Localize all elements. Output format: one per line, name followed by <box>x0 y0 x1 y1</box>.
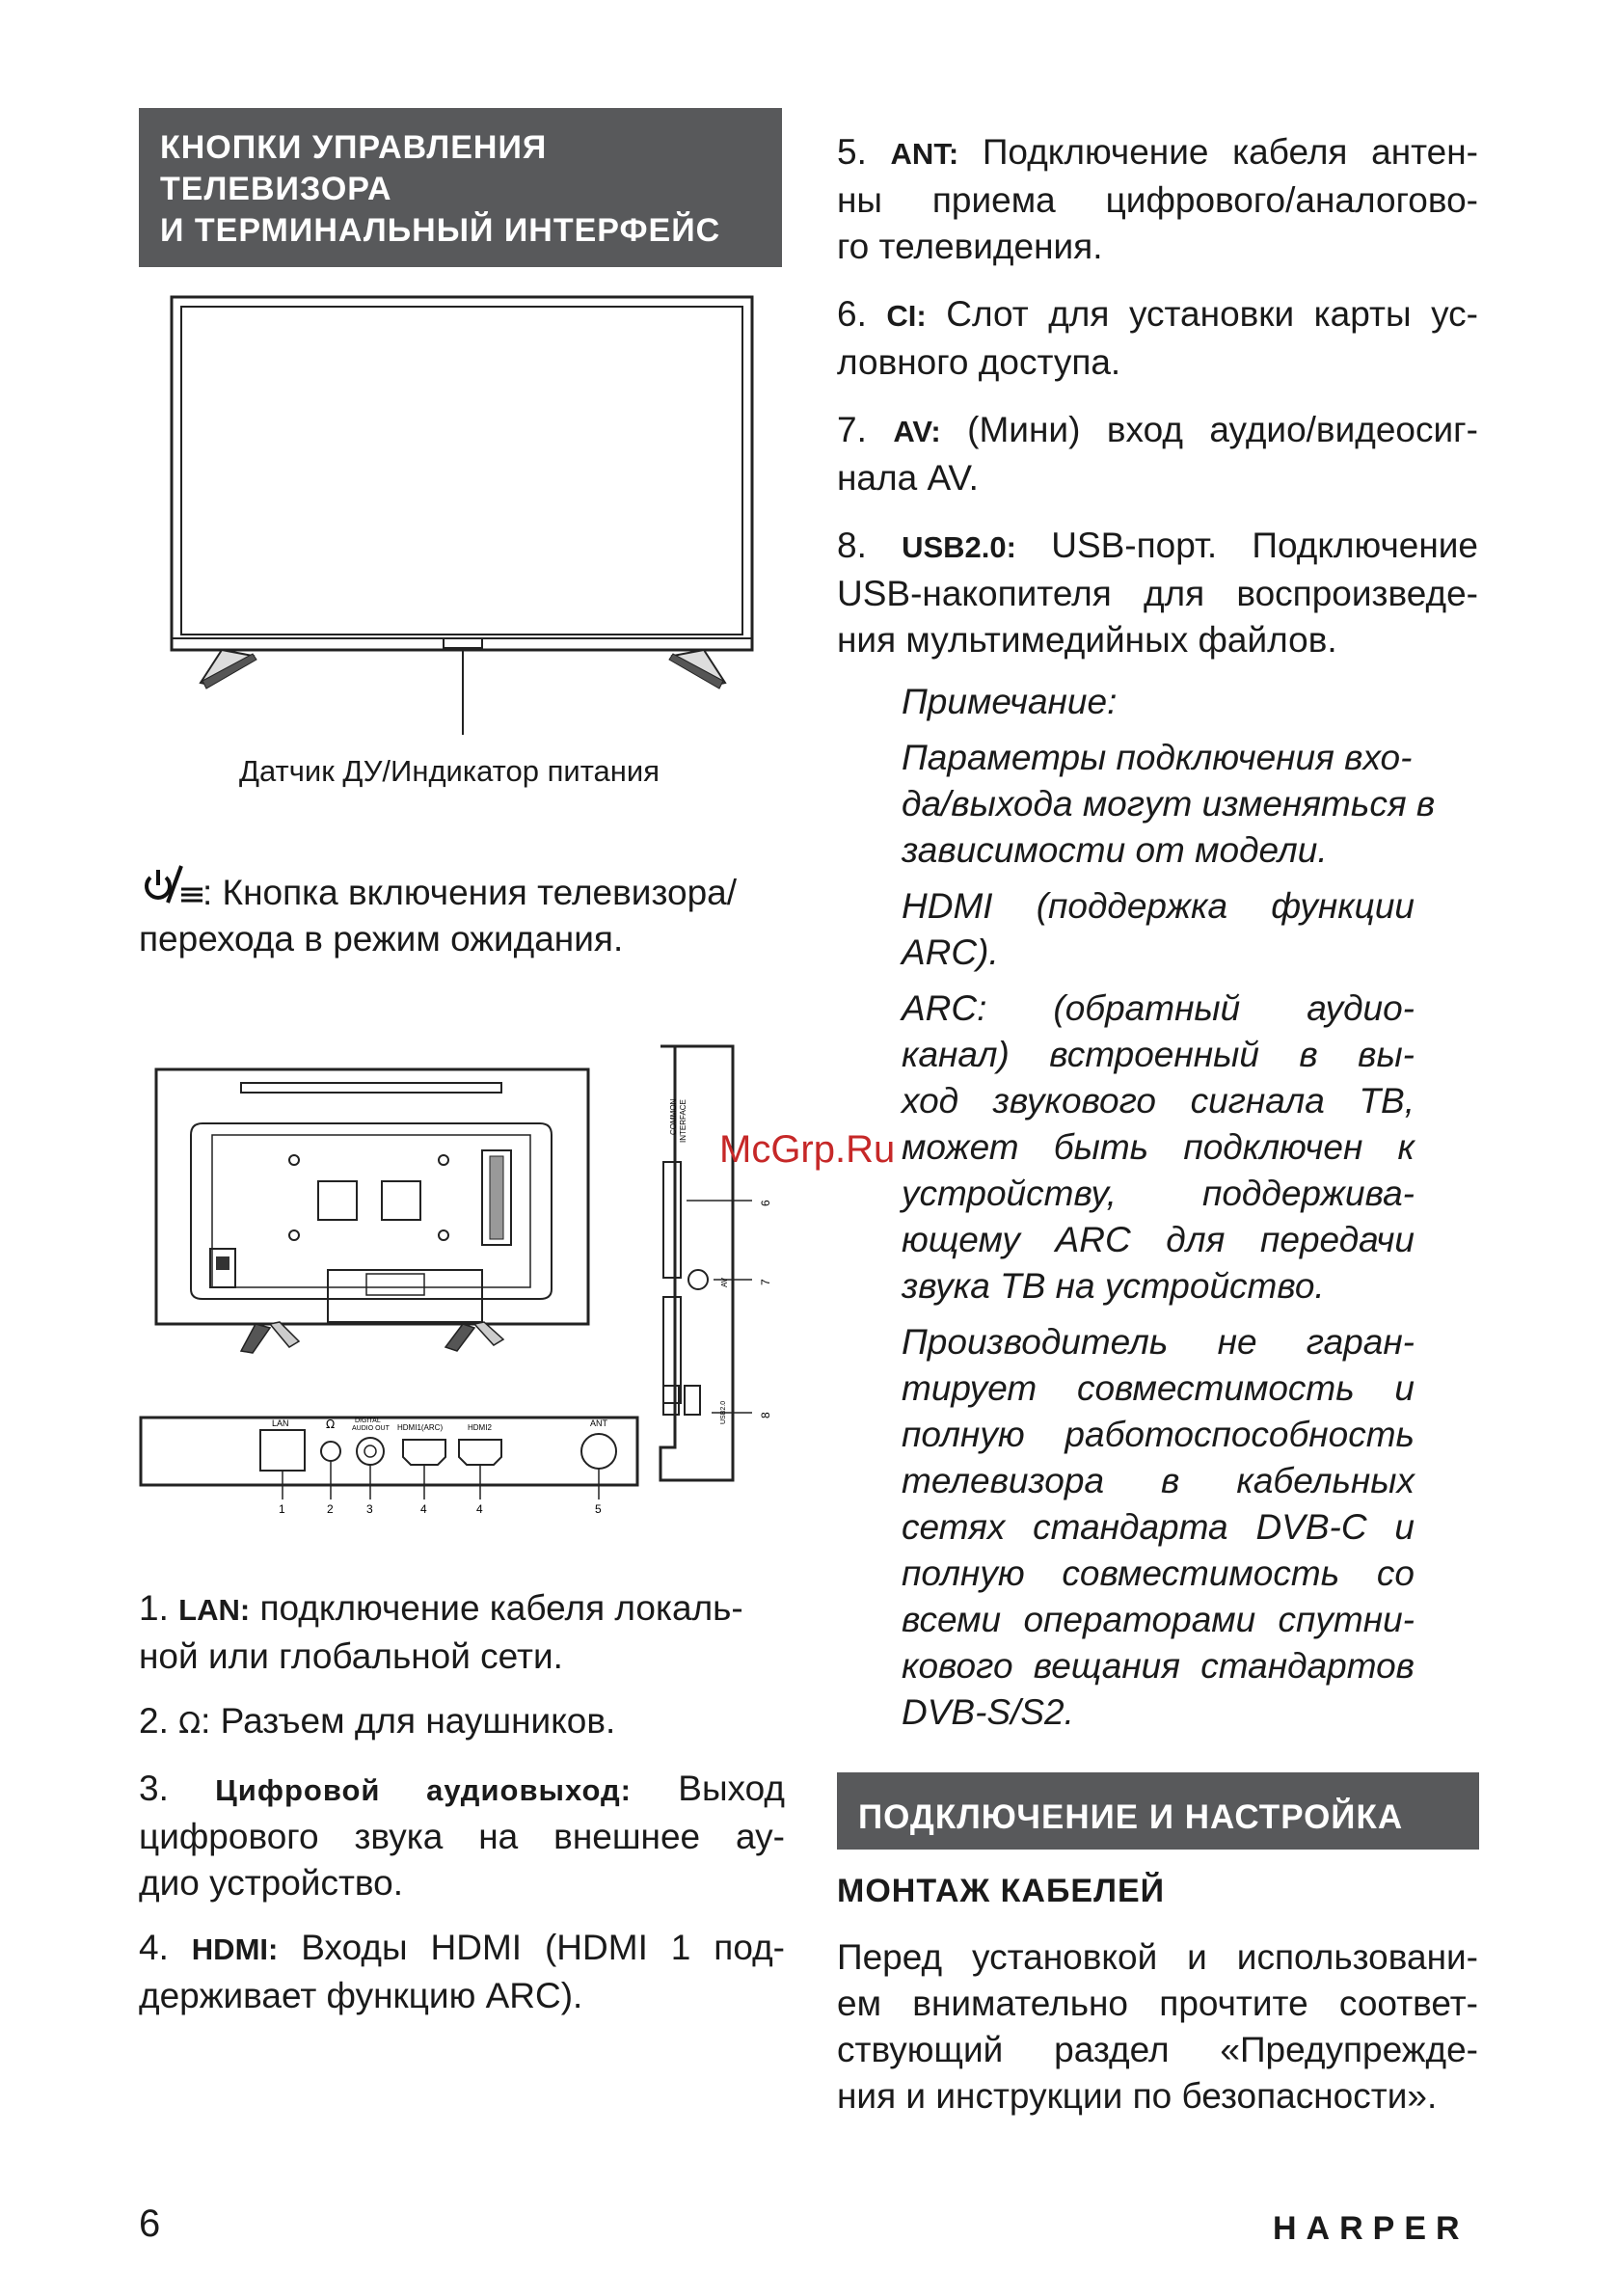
section-title-line: И ТЕРМИНАЛЬНЫЙ ИНТЕРФЕЙС <box>160 212 721 249</box>
list-item: 7. AV: (Мини) вход аудио/видеосиг- нала AV. <box>837 410 1478 498</box>
headphone-icon: Ω <box>178 1707 202 1741</box>
watermark: McGrp.Ru <box>719 1128 896 1171</box>
note-paragraph: Производитель не гаран- тирует совместимость и полную работоспособность телевизора в кабельных сетях стандарта DVB-C и полную совместимость со всеми операторами спутни- кового вещания стандартов DVB-S/S2. <box>902 1322 1415 1732</box>
right-items <box>837 129 1478 663</box>
ant-label: ANT <box>590 1418 607 1428</box>
lan-port-label: LAN <box>272 1418 289 1428</box>
section-title-line: ТЕЛЕВИЗОРА <box>160 171 392 207</box>
note-paragraph: Параметры подключения вхо- да/выхода могут изменяться в зависимости от модели. <box>902 738 1436 870</box>
power-button-text: перехода в режим ожидания. <box>139 919 624 959</box>
callout-number: 2 <box>327 1502 334 1516</box>
callout-number: 4 <box>420 1502 427 1516</box>
list-item: 1. LAN: подключение кабеля локаль- ной или глобальной сети. <box>139 1588 743 1676</box>
list-item: 4. HDMI: Входы HDMI (HDMI 1 под- держивает функцию ARC). <box>139 1928 785 2015</box>
note-paragraph: HDMI (поддержка функции ARC). <box>902 886 1415 972</box>
connection-section-banner: ПОДКЛЮЧЕНИЕ И НАСТРОЙКА <box>837 1772 1479 1850</box>
callout-number: 6 <box>759 1200 772 1206</box>
tv-front-illustration <box>164 289 762 743</box>
callout-number: 5 <box>595 1502 602 1516</box>
power-button-text: : Кнопка включения телевизора/ <box>202 873 738 912</box>
brand-logo: HARPER <box>1273 2210 1469 2247</box>
list-item: 3. Цифровой аудиовыход: Выход цифрового звука на внешнее ау- дио устройство. <box>139 1769 785 1903</box>
callout-number: 1 <box>279 1502 285 1516</box>
note-paragraph: ARC: (обратный аудио- канал) встроенный в вы- ход звукового сигнала ТВ, может быть подключен к устройству, поддержива- ющему ARC для передачи звука ТВ на устройство. <box>902 988 1415 1306</box>
front-view-caption: Датчик ДУ/Индикатор питания <box>239 754 660 788</box>
callout-number: 3 <box>366 1502 373 1516</box>
usb-label: USB2.0 <box>720 1400 727 1424</box>
power-standby-icon <box>139 860 206 908</box>
headphone-port-label: Ω <box>326 1418 336 1431</box>
digital-label: DIGITAL <box>355 1418 381 1424</box>
page-number: 6 <box>139 2202 161 2245</box>
section-title-banner <box>139 108 782 267</box>
tv-rear-panel-illustration <box>135 1046 810 1528</box>
av-label: AV <box>720 1277 729 1287</box>
section-title-line: КНОПКИ УПРАВЛЕНИЯ <box>160 129 548 166</box>
note-title: Примечание: <box>902 682 1118 721</box>
common-label: COMMON <box>669 1098 678 1135</box>
callout-number: 7 <box>759 1279 772 1285</box>
interface-label: INTERFACE <box>679 1099 687 1143</box>
hdmi2-label: HDMI2 <box>468 1423 492 1432</box>
list-item: 8. USB2.0: USB-порт. Подключение USB-накопителя для воспроизведе- ния мультимедийных файлов. <box>837 526 1478 660</box>
list-item: 5. ANT: Подключение кабеля антен- ны приема цифрового/аналогово- го телевидения. <box>837 132 1479 266</box>
callout-number: 8 <box>759 1412 772 1418</box>
note-block <box>902 679 1436 1736</box>
hdmi1-label: HDMI1(ARC) <box>397 1423 444 1432</box>
cable-mounting-subtitle: МОНТАЖ КАБЕЛЕЙ <box>837 1873 1166 1909</box>
left-items <box>139 1585 785 2019</box>
list-item: 2. Ω: Разъем для наушников. <box>139 1701 616 1741</box>
audio-out-label: AUDIO OUT <box>352 1425 390 1432</box>
power-button-description <box>139 860 795 962</box>
connection-body: Перед установкой и использовани- ем внимательно прочтите соответ- ствующий раздел «Предупрежде- ния и инструкции по безопасности». <box>837 1937 1478 2116</box>
callout-number: 4 <box>476 1502 483 1516</box>
list-item: 6. CI: Слот для установки карты ус- ловного доступа. <box>837 294 1478 382</box>
